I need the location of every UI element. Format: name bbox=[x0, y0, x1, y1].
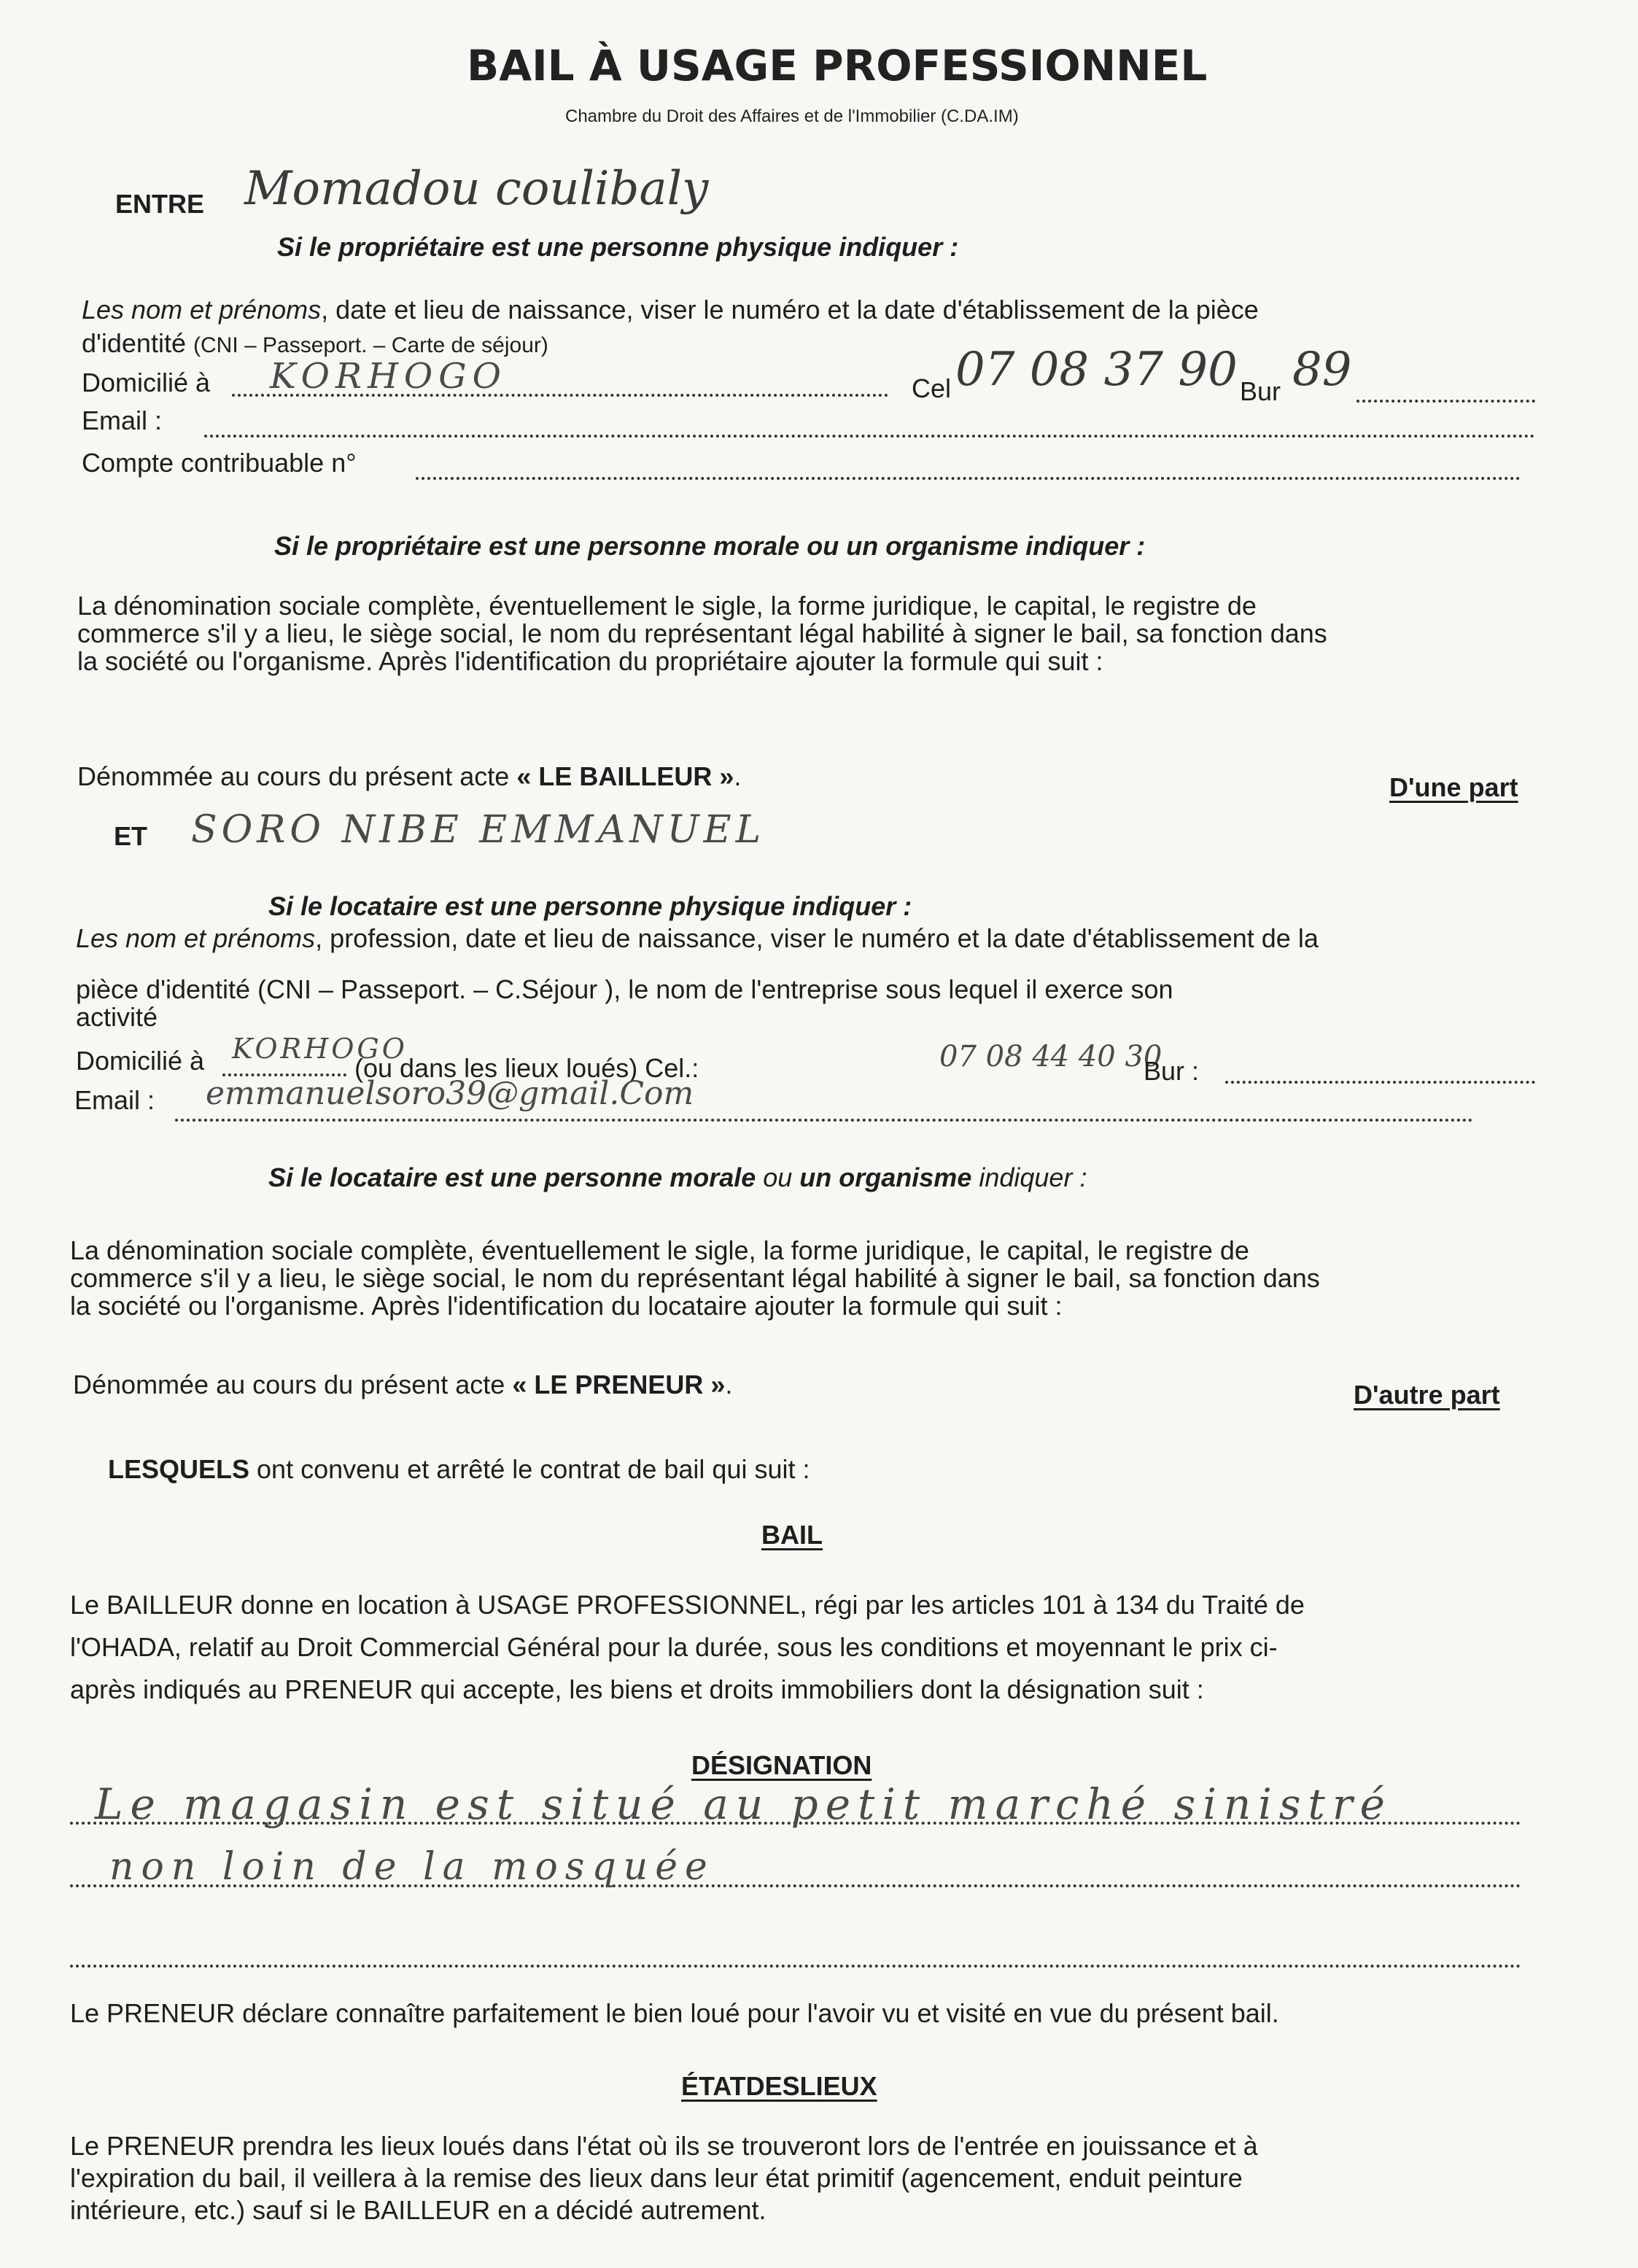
bail-text-line: après indiqués au PRENEUR qui accepte, les biens et droits immobiliers dont la désignation suit : bbox=[70, 1674, 1204, 1704]
physique-text-rest: , profession, date et lieu de naissance, viser le numéro et la date d'établissement de la bbox=[315, 923, 1319, 953]
morale-heading-part1: Si le locataire est une personne morale bbox=[268, 1162, 756, 1192]
bailleur-cel-handwritten: 07 08 37 90 bbox=[955, 343, 1238, 397]
morale-heading-ou: ou bbox=[756, 1162, 800, 1192]
bailleur-compte-dots bbox=[416, 477, 1521, 480]
bail-heading: BAIL bbox=[761, 1520, 823, 1550]
lesquels-rest: ont convenu et arrêté le contrat de bail qui suit : bbox=[249, 1454, 810, 1484]
bail-text bbox=[70, 1587, 1305, 1708]
denommee-prefix: Dénommée au cours du présent acte bbox=[77, 761, 510, 791]
physique-text-rest: , date et lieu de naissance, viser le numéro et la date d'établissement de la pièce bbox=[321, 295, 1259, 325]
etat-text-line: l'expiration du bail, il veillera à la remise des lieux dans leur état primitif (agencement, enduit peinture bbox=[70, 2163, 1243, 2193]
morale-text-line: la société ou l'organisme. Après l'identification du propriétaire ajouter la formule qui suit : bbox=[77, 646, 1103, 676]
designation-heading: DÉSIGNATION bbox=[691, 1750, 872, 1780]
nom-prenoms-italic: Les nom et prénoms bbox=[76, 923, 316, 953]
bailleur-role: « LE BAILLEUR » bbox=[516, 761, 734, 791]
designation-line-3-dots bbox=[70, 1965, 1521, 1968]
bailleur-email-label: Email : bbox=[82, 405, 163, 435]
bailleur-bur-dots bbox=[1356, 400, 1535, 403]
locataire-morale-heading bbox=[268, 1160, 1087, 1196]
preneur-domicile-label: Domicilié à bbox=[76, 1046, 205, 1076]
entre-label: ENTRE bbox=[115, 189, 205, 219]
denommee-preneur: Dénommée au cours du présent acte « LE PRENEUR ». bbox=[73, 1370, 733, 1399]
bailleur-domicile-handwritten: KORHOGO bbox=[270, 356, 507, 397]
preneur-email-dots bbox=[175, 1119, 1473, 1122]
identite-label: d'identité bbox=[82, 328, 186, 358]
morale-text-line: commerce s'il y a lieu, le siège social, le nom du représentant légal habilité à signer le bail, sa fonction dans bbox=[70, 1263, 1320, 1293]
document-subtitle: Chambre du Droit des Affaires et de l'Immobilier (C.DA.IM) bbox=[565, 106, 1019, 126]
document-title: BAIL À USAGE PROFESSIONNEL bbox=[467, 41, 1208, 90]
proprietaire-morale-heading: Si le propriétaire est une personne morale ou un organisme indiquer : bbox=[274, 531, 1146, 561]
bailleur-email-dots bbox=[204, 435, 1535, 438]
locataire-morale-text bbox=[70, 1232, 1320, 1324]
morale-text-line: la société ou l'organisme. Après l'identification du locataire ajouter la formule qui suit : bbox=[70, 1291, 1063, 1321]
preneur-domicile-middle: (ou dans les lieux loués) Cel.: bbox=[354, 1053, 699, 1083]
identite-docs-small: (CNI – Passeport. – Carte de séjour) bbox=[193, 333, 548, 357]
preneur-bur-label: Bur : bbox=[1144, 1056, 1200, 1086]
bailleur-cel-label: Cel bbox=[912, 373, 952, 403]
morale-text-line: La dénomination sociale complète, éventuellement le sigle, la forme juridique, le capital, le registre de bbox=[77, 591, 1257, 621]
etat-des-lieux-heading: ÉTATDESLIEUX bbox=[681, 2071, 877, 2101]
preneur-declare-text: Le PRENEUR déclare connaître parfaitement le bien loué pour l'avoir vu et visité en vue du présent bail. bbox=[70, 1998, 1279, 2028]
etat-des-lieux-text bbox=[70, 2128, 1258, 2229]
preneur-cel-handwritten: 07 08 44 40 30 bbox=[939, 1040, 1162, 1073]
bail-text-line: l'OHADA, relatif au Droit Commercial Général pour la durée, sous les conditions et moyennant le prix ci- bbox=[70, 1632, 1278, 1662]
et-label: ET bbox=[114, 821, 148, 851]
denommee-bailleur: Dénommée au cours du présent acte « LE BAILLEUR ». bbox=[77, 761, 742, 791]
preneur-name-handwritten: SORO NIBE EMMANUEL bbox=[191, 808, 766, 852]
designation-handwritten-line-1: Le magasin est situé au petit marché sinistré bbox=[95, 1779, 1392, 1829]
dune-part-label: D'une part bbox=[1389, 772, 1518, 802]
denommee-prefix: Dénommée au cours du présent acte bbox=[73, 1370, 505, 1399]
bailleur-compte-label: Compte contribuable n° bbox=[82, 448, 357, 478]
lesquels-line bbox=[108, 1451, 810, 1488]
bailleur-bur-handwritten: 89 bbox=[1292, 343, 1352, 397]
etat-text-line: intérieure, etc.) sauf si le BAILLEUR en a décidé autrement. bbox=[70, 2195, 766, 2225]
proprietaire-physique-heading: Si le propriétaire est une personne physique indiquer : bbox=[277, 232, 959, 262]
proprietaire-morale-text bbox=[77, 588, 1327, 680]
dautre-part-label: D'autre part bbox=[1354, 1380, 1500, 1410]
proprietaire-physique-text-line1 bbox=[82, 292, 1259, 328]
bail-text-line: Le BAILLEUR donne en location à USAGE PROFESSIONNEL, régi par les articles 101 à 134 du Traité de bbox=[70, 1590, 1305, 1620]
bailleur-name-handwritten: Momadou coulibaly bbox=[244, 162, 709, 216]
locataire-physique-heading: Si le locataire est une personne physique indiquer : bbox=[268, 891, 912, 921]
preneur-bur-dots bbox=[1225, 1081, 1535, 1084]
nom-prenoms-italic: Les nom et prénoms bbox=[82, 295, 322, 325]
locataire-physique-text-line2: pièce d'identité (CNI – Passeport. – C.Séjour ), le nom de l'entreprise sous lequel il exerce son bbox=[76, 974, 1173, 1004]
bailleur-bur-label: Bur bbox=[1240, 376, 1281, 406]
morale-heading-part2: un organisme bbox=[799, 1162, 972, 1192]
bailleur-domicile-label: Domicilié à bbox=[82, 368, 211, 397]
preneur-role: « LE PRENEUR » bbox=[512, 1370, 726, 1399]
lesquels-bold: LESQUELS bbox=[108, 1454, 250, 1484]
etat-text-line: Le PRENEUR prendra les lieux loués dans l'état où ils se trouveront lors de l'entrée en jouissance et à bbox=[70, 2131, 1258, 2161]
preneur-email-handwritten: emmanuelsoro39@gmail.Com bbox=[206, 1075, 694, 1112]
locataire-physique-text-line3: activité bbox=[76, 1002, 158, 1032]
locataire-physique-text-line1 bbox=[76, 920, 1319, 957]
morale-text-line: commerce s'il y a lieu, le siège social, le nom du représentant légal habilité à signer le bail, sa fonction dans bbox=[77, 618, 1327, 648]
preneur-domicile-handwritten: KORHOGO bbox=[232, 1033, 408, 1065]
morale-heading-indiquer: indiquer : bbox=[971, 1162, 1087, 1192]
preneur-email-label: Email : bbox=[74, 1085, 155, 1115]
designation-handwritten-line-2: non loin de la mosquée bbox=[109, 1845, 715, 1889]
morale-text-line: La dénomination sociale complète, éventuellement le sigle, la forme juridique, le capital, le registre de bbox=[70, 1235, 1249, 1265]
